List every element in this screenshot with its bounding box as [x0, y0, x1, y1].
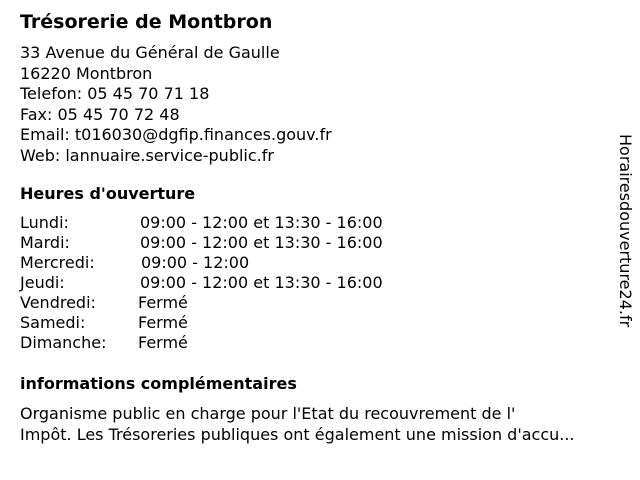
- description-line: Impôt. Les Trésoreries publiques ont également une mission d'accu...: [20, 425, 575, 444]
- day-label: Mardi:: [20, 233, 70, 252]
- hours-row-wednesday: [20, 253, 480, 273]
- hours-row-friday: [20, 293, 480, 313]
- hours-row-thursday: [20, 273, 480, 293]
- hours-value: Fermé: [138, 333, 188, 352]
- description-text: [20, 403, 626, 445]
- watermark-site-label: [614, 134, 636, 374]
- address-city: 16220 Montbron: [20, 63, 153, 83]
- day-label: Samedi:: [20, 313, 86, 332]
- day-label: Lundi:: [20, 213, 69, 232]
- day-label: Mercredi:: [20, 253, 95, 272]
- contact-block: [20, 43, 332, 166]
- hours-value: Fermé: [138, 293, 188, 312]
- page-title: Trésorerie de Montbron: [20, 11, 273, 33]
- hours-value: 09:00 - 12:00 et 13:30 - 16:00: [140, 233, 383, 252]
- description-line: Organisme public en charge pour l'Etat du recouvrement de l': [20, 404, 516, 423]
- day-label: Jeudi:: [20, 273, 65, 292]
- email-line: Email: t016030@dgfip.finances.gouv.fr: [20, 125, 332, 144]
- hours-row-sunday: [20, 333, 480, 353]
- day-label: Vendredi:: [20, 293, 96, 312]
- hours-row-monday: [20, 213, 480, 233]
- hours-value: Fermé: [138, 313, 188, 332]
- hours-row-tuesday: [20, 233, 480, 253]
- day-label: Dimanche:: [20, 333, 107, 352]
- opening-hours-table: [20, 213, 480, 353]
- fax-line: Fax: 05 45 70 72 48: [20, 104, 180, 124]
- hours-value: 09:00 - 12:00: [141, 253, 250, 272]
- hours-value: 09:00 - 12:00 et 13:30 - 16:00: [140, 213, 383, 232]
- opening-hours-heading: Heures d'ouverture: [20, 184, 196, 203]
- additional-info-heading: informations complémentaires: [20, 374, 297, 393]
- phone-line: Telefon: 05 45 70 71 18: [20, 84, 210, 103]
- web-line: Web: lannuaire.service-public.fr: [20, 145, 274, 165]
- watermark-text: Horairesdouverture24.fr: [616, 134, 635, 328]
- hours-value: 09:00 - 12:00 et 13:30 - 16:00: [140, 273, 383, 292]
- hours-row-saturday: [20, 313, 480, 333]
- address-street: 33 Avenue du Général de Gaulle: [20, 43, 280, 62]
